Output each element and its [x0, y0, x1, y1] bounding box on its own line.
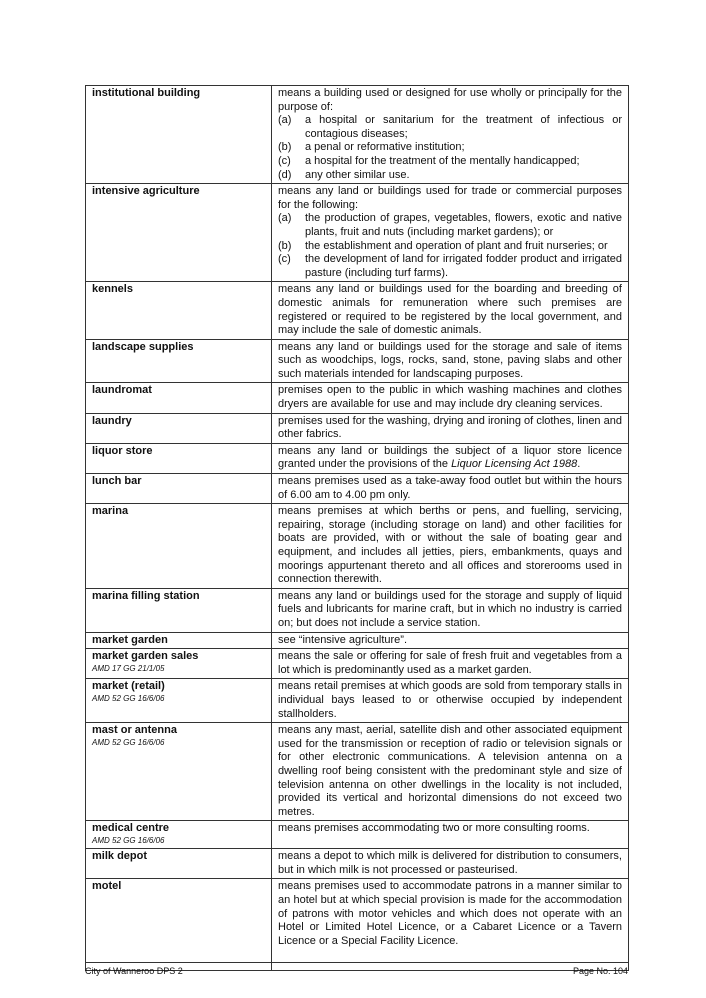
term-cell	[86, 504, 272, 589]
amendment-note: AMD 52 GG 16/6/06	[92, 835, 165, 845]
definition-text	[278, 680, 622, 721]
term-cell	[86, 821, 272, 849]
definition-intro: means any land or buildings used for the boarding and breeding of domestic animals for remuneration where such premises are registered or required to be registered by the local government, and may include the sale of domestic animals.	[278, 283, 622, 337]
amendment-note: AMD 52 GG 16/6/06	[92, 693, 165, 703]
term-cell	[86, 443, 272, 473]
definition-cell	[272, 86, 629, 184]
list-item-label: (a)	[278, 114, 292, 127]
list-item-text: a penal or reformative institution;	[305, 141, 465, 154]
term-cell	[86, 339, 272, 383]
definition-intro: means any mast, aerial, satellite dish and other associated equipment used for the transmission or reception of radio or television signals or for other electronic communications. A television antenna on a dwelling roof being consistent with the predominant style and size of television antenna on other dwellings in the locality is not included, provided its vertical and horizontal dimensions do not exceed two metres.	[278, 724, 622, 818]
term: liquor store	[92, 444, 153, 457]
definition-text	[278, 445, 622, 472]
list-item-label: (c)	[278, 253, 291, 266]
term-cell	[86, 879, 272, 971]
definition-cell	[272, 282, 629, 339]
definition-cell	[272, 879, 629, 971]
term: kennels	[92, 283, 133, 296]
definition-row	[86, 879, 629, 971]
definition-tail: .	[577, 458, 581, 471]
definition-row	[86, 649, 629, 679]
definition-cell	[272, 821, 629, 849]
definition-row	[86, 821, 629, 849]
definition-text	[278, 822, 622, 836]
term: market garden	[92, 633, 168, 646]
definition-list-item	[278, 212, 622, 239]
definition-text	[278, 185, 622, 212]
term: intensive agriculture	[92, 185, 200, 198]
term: landscape supplies	[92, 340, 194, 353]
definition-row	[86, 474, 629, 504]
definition-cell	[272, 679, 629, 723]
definition-text	[278, 283, 622, 337]
definition-row	[86, 86, 629, 184]
amendment-note: AMD 52 GG 16/6/06	[92, 737, 165, 747]
term: milk depot	[92, 850, 148, 863]
definition-cell	[272, 413, 629, 443]
term: institutional building	[92, 87, 201, 99]
term: laundry	[92, 414, 132, 427]
definition-list-item	[278, 155, 622, 169]
definition-row	[86, 849, 629, 879]
list-item-label: (a)	[278, 212, 292, 225]
term-cell	[86, 723, 272, 821]
definition-row	[86, 184, 629, 282]
definitions-table	[85, 85, 629, 971]
definition-intro: means any land or buildings the subject of a liquor store licence granted under the provisions of the	[278, 444, 622, 471]
definition-intro: means premises at which berths or pens, and fuelling, servicing, repairing, storage (including storage on land) and other facilities for boats are provided, with or without the sale of boating gear and equipment, and includes all jetties, piers, embankments, quays and moorings appurtenant thereto and all offices and storerooms used in connection therewith.	[278, 505, 622, 586]
definition-intro: means a depot to which milk is delivered for distribution to consumers, but in which milk is not processed or pasteurised.	[278, 850, 622, 876]
term-cell	[86, 588, 272, 632]
definition-cell	[272, 184, 629, 282]
definition-text	[278, 724, 622, 819]
definition-cell	[272, 632, 629, 649]
term-cell	[86, 86, 272, 184]
list-item-text: the establishment and operation of plant and fruit nurseries; or	[305, 239, 608, 252]
definition-text	[278, 341, 622, 382]
definition-row	[86, 413, 629, 443]
amendment-note: AMD 17 GG 21/1/05	[92, 663, 165, 673]
definition-intro: means retail premises at which goods are sold from temporary stalls in individual bays leased to or otherwise occupied by independent stallholders.	[278, 680, 622, 720]
definition-row	[86, 723, 629, 821]
definition-cell	[272, 849, 629, 879]
definition-text	[278, 384, 622, 411]
definition-cell	[272, 474, 629, 504]
definition-cell	[272, 588, 629, 632]
definition-text	[278, 880, 622, 948]
definition-text	[278, 650, 622, 677]
footer-page-number: Page No. 104	[572, 966, 628, 976]
definition-text	[278, 475, 622, 502]
list-item-text: the production of grapes, vegetables, flowers, exotic and native plants, fruit and nuts (including market gardens); or	[305, 212, 622, 238]
definition-cell	[272, 383, 629, 413]
definition-intro: means premises used as a take-away food outlet but within the hours of 6.00 am to 4.00 pm only.	[278, 475, 622, 501]
definition-intro: premises used for the washing, drying and ironing of clothes, linen and other fabrics.	[278, 414, 622, 441]
definition-text	[278, 590, 622, 631]
term: market garden sales	[92, 650, 199, 663]
definition-intro: means any land or buildings used for the storage and supply of liquid fuels and lubricants for marine craft, but in which no industry is carried on; but does not include a service station.	[278, 589, 622, 629]
term: motel	[92, 880, 122, 893]
list-item-label: (d)	[278, 168, 292, 181]
definition-text	[278, 634, 622, 648]
definition-row	[86, 679, 629, 723]
definition-row	[86, 383, 629, 413]
list-item-label: (b)	[278, 239, 292, 252]
definition-list-item	[278, 240, 622, 254]
term-cell	[86, 413, 272, 443]
term: marina filling station	[92, 589, 200, 602]
term-cell	[86, 383, 272, 413]
term-cell	[86, 649, 272, 679]
definition-cell	[272, 649, 629, 679]
definition-intro: means any land or buildings used for trade or commercial purposes for the following:	[278, 185, 622, 211]
term: marina	[92, 505, 129, 518]
definition-cell	[272, 339, 629, 383]
definition-row	[86, 588, 629, 632]
term: mast or antenna	[92, 724, 177, 737]
term-cell	[86, 632, 272, 649]
term: market (retail)	[92, 680, 165, 693]
definition-intro: means a building used or designed for use wholly or principally for the purpose of:	[278, 87, 622, 113]
definition-intro: means the sale or offering for sale of fresh fruit and vegetables from a lot which is predominantly used as a market garden.	[278, 650, 622, 676]
definition-row	[86, 504, 629, 589]
term-cell	[86, 679, 272, 723]
definition-intro: means premises accommodating two or more consulting rooms.	[278, 822, 590, 835]
list-item-text: a hospital or sanitarium for the treatment of infectious or contagious diseases;	[305, 114, 622, 140]
definition-text	[278, 850, 622, 877]
definition-row	[86, 632, 629, 649]
definition-list-item	[278, 114, 622, 141]
list-item-text: any other similar use.	[305, 168, 410, 181]
term: lunch bar	[92, 475, 142, 488]
definition-list-item	[278, 253, 622, 280]
term-cell	[86, 474, 272, 504]
term-cell	[86, 282, 272, 339]
definition-cell	[272, 723, 629, 821]
definition-row	[86, 282, 629, 339]
term-cell	[86, 849, 272, 879]
definition-cell	[272, 443, 629, 473]
footer-document-name: City of Wanneroo DPS 2	[85, 966, 183, 976]
term-cell	[86, 184, 272, 282]
list-item-text: the development of land for irrigated fodder product and irrigated pasture (including turf farms).	[305, 253, 622, 279]
definition-intro: means premises used to accommodate patrons in a manner similar to an hotel but at which special provision is made for the accommodation of patrons with motor vehicles and which does not operate with an Hotel or Limited Hotel Licence, or a Cabaret Licence or a Tavern Licence or a Special Facility Licence.	[278, 880, 622, 947]
definition-text	[278, 87, 622, 114]
definition-row	[86, 443, 629, 473]
definition-intro: see “intensive agriculture”.	[278, 633, 408, 646]
page-footer	[85, 962, 628, 976]
list-item-label: (b)	[278, 141, 292, 154]
definition-text	[278, 415, 622, 442]
definition-intro: means any land or buildings used for the storage and sale of items such as woodchips, logs, rocks, sand, stone, paving slabs and other such materials intended for landscaping purposes.	[278, 340, 622, 380]
definition-row	[86, 339, 629, 383]
definition-list-item	[278, 141, 622, 155]
list-item-text: a hospital for the treatment of the mentally handicapped;	[305, 154, 580, 167]
list-item-label: (c)	[278, 154, 291, 167]
term: medical centre	[92, 822, 170, 835]
act-title: Liquor Licensing Act 1988	[451, 458, 578, 471]
definition-cell	[272, 504, 629, 589]
definition-text	[278, 505, 622, 587]
definition-list-item	[278, 169, 622, 183]
term: laundromat	[92, 384, 152, 397]
definition-intro: premises open to the public in which washing machines and clothes dryers are available for use and may include dry cleaning services.	[278, 384, 622, 411]
